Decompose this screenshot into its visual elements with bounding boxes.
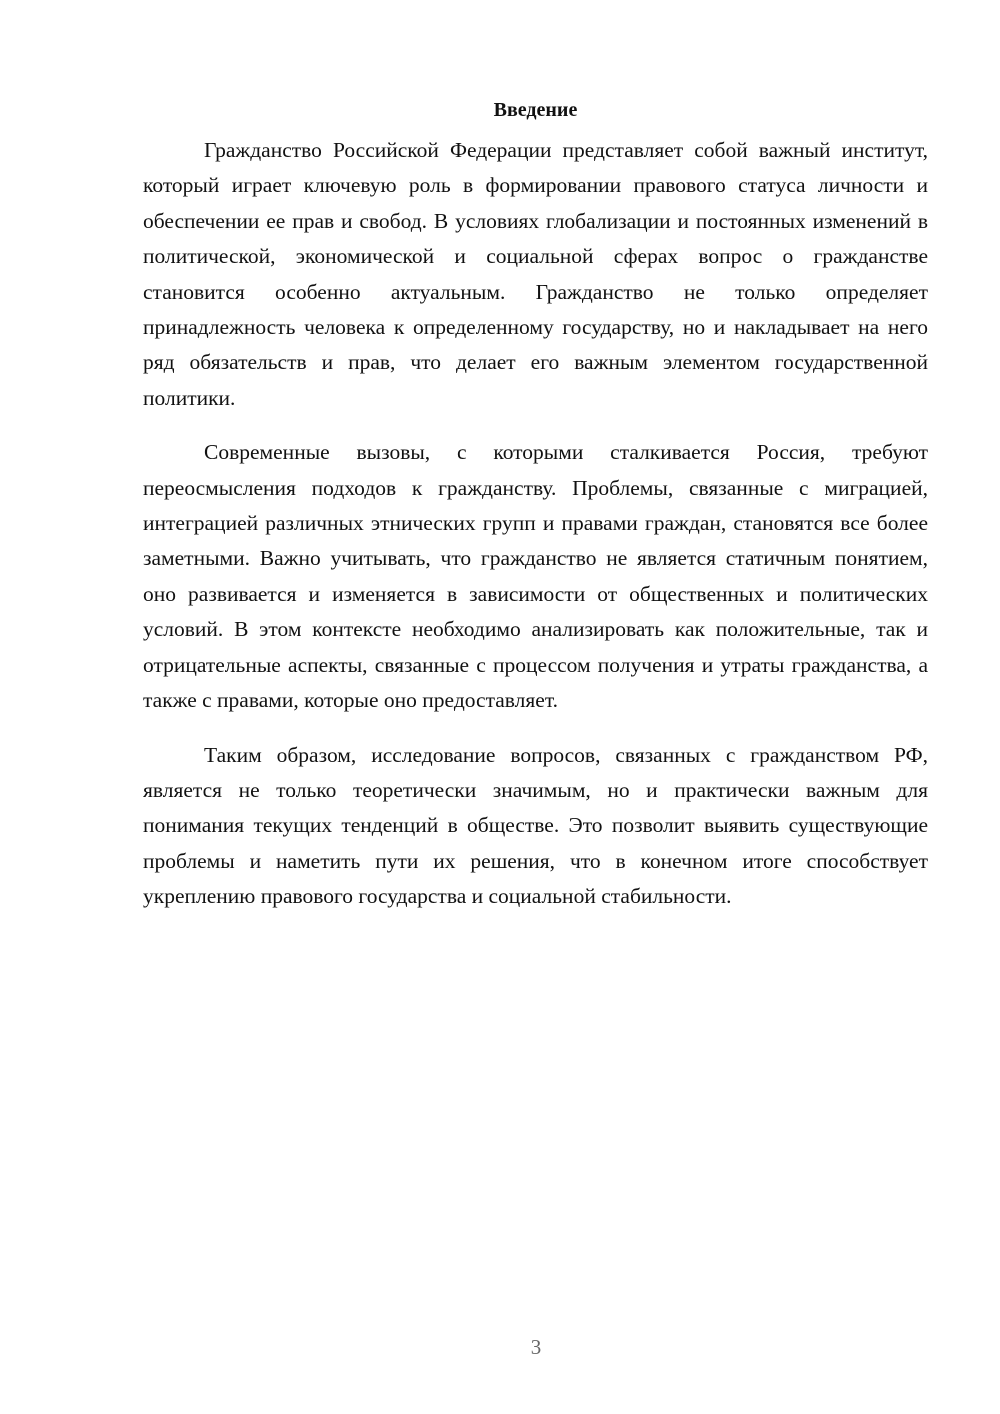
- page-number: 3: [530, 1335, 542, 1359]
- paragraph-2: Современные вызовы, с которыми сталкивается Россия, требуют переосмысления подходов к гражданству. Проблемы, связанные с миграцией, интеграцией различных этнических групп и правами граждан, становятся все более заметными. Важно учитывать, что гражданство не является статичным понятием, оно развивается и изменяется в зависимости от общественных и политических условий. В этом контексте необходимо анализировать как положительные, так и отрицательные аспекты, связанные с процессом получения и утраты гражданства, а также с правами, которые оно предоставляет.: [143, 440, 928, 713]
- page-content: [143, 93, 928, 934]
- paragraph-3: Таким образом, исследование вопросов, связанных с гражданством РФ, является не только теоретически значимым, но и практически важным для понимания текущих тенденций в обществе. Это позволит выявить существующие проблемы и наметить пути их решения, что в конечном итоге способствует укреплению правового государства и социальной стабильности.: [143, 742, 928, 909]
- section-title: Введение: [493, 99, 578, 121]
- paragraph-1: Гражданство Российской Федерации представляет собой важный институт, который играет ключевую роль в формировании правового статуса личности и обеспечении ее прав и свобод. В условиях глобализации и постоянных изменений в политической, экономической и социальной сферах вопрос о гражданстве становится особенно актуальным. Гражданство не только определяет принадлежность человека к определенному государству, но и накладывает на него ряд обязательств и прав, что делает его важным элементом государственной политики.: [143, 138, 928, 410]
